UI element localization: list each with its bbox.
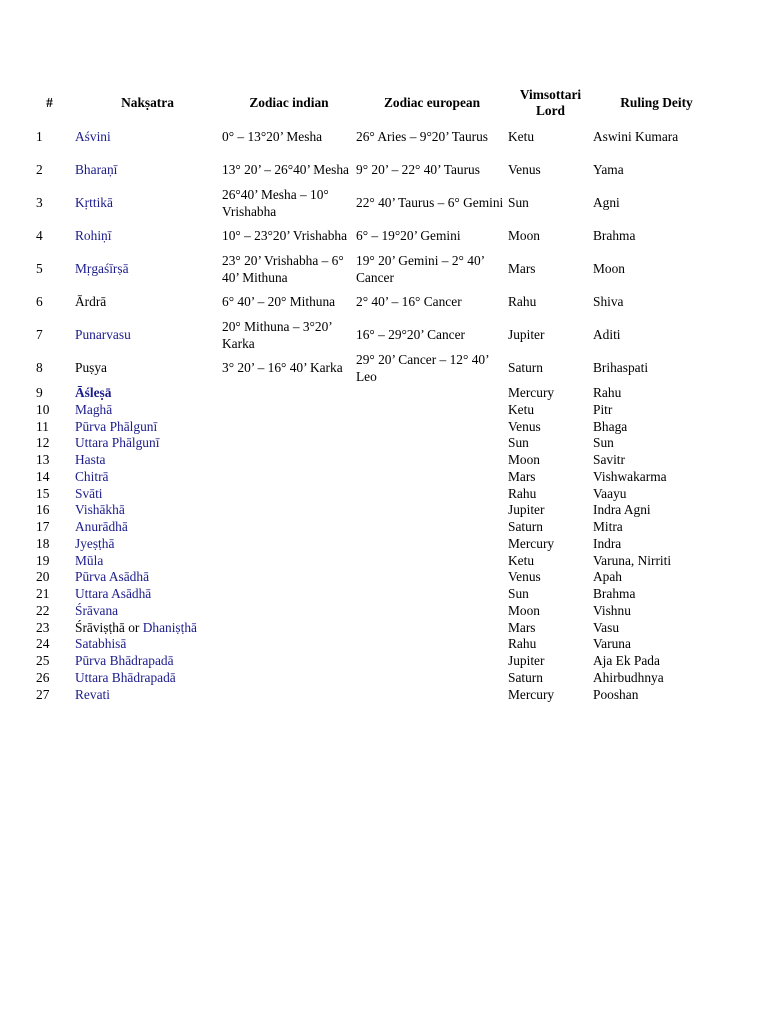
nakshatra-cell	[73, 670, 222, 687]
nakshatra-name: Ārdrā	[75, 294, 107, 310]
zodiac-european-cell	[356, 469, 508, 486]
vimsottari-lord-cell: Mars	[508, 619, 536, 635]
nakshatra-cell	[73, 603, 222, 620]
nakshatra-cell	[73, 154, 222, 187]
nakshatra-link[interactable]: Revati	[75, 686, 110, 702]
row-number: 23	[36, 619, 50, 635]
zodiac-indian-cell	[222, 435, 356, 452]
zodiac-european-cell	[356, 553, 508, 570]
nakshatra-cell	[73, 486, 222, 503]
ruling-deity-cell: Vishnu	[593, 602, 631, 618]
row-number: 13	[36, 452, 50, 468]
vimsottari-lord-cell: Jupiter	[508, 327, 545, 343]
vimsottari-lord-cell: Saturn	[508, 360, 543, 376]
zodiac-european-cell	[356, 653, 508, 670]
zodiac-indian-cell	[222, 502, 356, 519]
vimsottari-lord-cell: Ketu	[508, 401, 535, 417]
ruling-deity-cell: Brahma	[593, 586, 636, 602]
zodiac-indian-cell: 20° Mithuna – 3°20’ Karka	[222, 319, 332, 351]
table-row	[26, 385, 720, 402]
nakshatra-cell	[73, 502, 222, 519]
vimsottari-lord-cell: Sun	[508, 586, 529, 602]
nakshatra-cell	[73, 419, 222, 436]
zodiac-indian-cell: 0° – 13°20’ Mesha	[222, 129, 323, 145]
zodiac-indian-cell: 23° 20’ Vrishabha – 6° 40’ Mithuna	[222, 253, 344, 285]
header-nakshatra: Nakṣatra	[121, 95, 174, 110]
header-vimsottari-lord: Vimsottari Lord	[519, 87, 582, 118]
ruling-deity-cell: Moon	[593, 261, 625, 277]
nakshatra-cell	[73, 253, 222, 286]
nakshatra-link[interactable]: Rohiṇī	[75, 228, 112, 244]
table-row	[26, 536, 720, 553]
zodiac-european-cell	[356, 452, 508, 469]
vimsottari-lord-cell: Saturn	[508, 519, 543, 535]
vimsottari-lord-cell: Moon	[508, 452, 540, 468]
table-row	[26, 419, 720, 436]
table-row	[26, 286, 720, 319]
header-zodiac-indian: Zodiac indian	[249, 95, 329, 110]
zodiac-indian-cell	[222, 536, 356, 553]
row-number: 7	[36, 327, 43, 343]
zodiac-european-cell: 6° – 19°20’ Gemini	[356, 228, 461, 244]
vimsottari-lord-cell: Venus	[508, 569, 541, 585]
table-row	[26, 603, 720, 620]
ruling-deity-cell: Varuna, Nirriti	[593, 552, 672, 568]
nakshatra-link[interactable]: Svāti	[75, 485, 103, 501]
ruling-deity-cell: Brihaspati	[593, 360, 649, 376]
table-row	[26, 187, 720, 220]
ruling-deity-cell: Brahma	[593, 228, 636, 244]
zodiac-european-cell	[356, 419, 508, 436]
row-number: 21	[36, 586, 50, 602]
ruling-deity-cell: Varuna	[593, 636, 631, 652]
row-number: 1	[36, 129, 43, 145]
zodiac-indian-cell: 13° 20’ – 26°40’ Mesha	[222, 162, 349, 178]
zodiac-indian-cell	[222, 385, 356, 402]
nakshatra-cell	[73, 220, 222, 253]
vimsottari-lord-cell: Rahu	[508, 485, 537, 501]
zodiac-european-cell	[356, 620, 508, 637]
nakshatra-link[interactable]: Hasta	[75, 452, 106, 468]
vimsottari-lord-cell: Moon	[508, 602, 540, 618]
table-row	[26, 636, 720, 653]
vimsottari-lord-cell: Rahu	[508, 636, 537, 652]
row-number: 24	[36, 636, 50, 652]
nakshatra-link[interactable]: Uttara Asādhā	[75, 586, 152, 602]
table-row	[26, 519, 720, 536]
nakshatra-link[interactable]: Maghā	[75, 401, 113, 417]
nakshatra-cell	[73, 519, 222, 536]
table-row	[26, 620, 720, 637]
zodiac-indian-cell: 6° 40’ – 20° Mithuna	[222, 294, 336, 310]
table-row	[26, 220, 720, 253]
zodiac-indian-cell	[222, 603, 356, 620]
zodiac-european-cell: 19° 20’ Gemini – 2° 40’ Cancer	[356, 253, 485, 285]
ruling-deity-cell: Mitra	[593, 519, 623, 535]
row-number: 22	[36, 602, 50, 618]
nakshatra-link[interactable]: Anurādhā	[75, 519, 128, 535]
zodiac-european-cell	[356, 636, 508, 653]
table-row	[26, 121, 720, 154]
table-body	[26, 121, 720, 703]
table-row	[26, 586, 720, 603]
vimsottari-lord-cell: Ketu	[508, 552, 535, 568]
vimsottari-lord-cell: Jupiter	[508, 502, 545, 518]
table-row	[26, 319, 720, 352]
ruling-deity-cell: Indra Agni	[593, 502, 651, 518]
table-row	[26, 452, 720, 469]
vimsottari-lord-cell: Venus	[508, 162, 541, 178]
row-number: 5	[36, 261, 43, 277]
nakshatra-link[interactable]: Satabhisā	[75, 636, 127, 652]
vimsottari-lord-cell: Moon	[508, 228, 540, 244]
zodiac-european-cell	[356, 687, 508, 704]
nakshatra-cell	[73, 352, 222, 385]
zodiac-european-cell: 26° Aries – 9°20’ Taurus	[356, 129, 489, 145]
row-number: 12	[36, 435, 50, 451]
nakshatra-cell	[73, 553, 222, 570]
ruling-deity-cell: Aja Ek Pada	[593, 653, 660, 669]
nakshatra-cell	[73, 319, 222, 352]
zodiac-european-cell	[356, 402, 508, 419]
nakshatra-cell	[73, 121, 222, 154]
row-number: 20	[36, 569, 50, 585]
nakshatra-cell	[73, 187, 222, 220]
nakshatra-link[interactable]: Uttara Bhādrapadā	[75, 669, 176, 685]
ruling-deity-cell: Savitr	[593, 452, 625, 468]
zodiac-indian-cell	[222, 469, 356, 486]
zodiac-european-cell	[356, 586, 508, 603]
nakshatra-cell	[73, 569, 222, 586]
row-number: 26	[36, 669, 50, 685]
row-number: 4	[36, 228, 43, 244]
zodiac-european-cell: 2° 40’ – 16° Cancer	[356, 294, 462, 310]
table-row	[26, 154, 720, 187]
zodiac-european-cell	[356, 536, 508, 553]
row-number: 16	[36, 502, 50, 518]
zodiac-european-cell	[356, 519, 508, 536]
row-number: 6	[36, 294, 43, 310]
row-number: 9	[36, 385, 43, 401]
nakshatra-link[interactable]: Āśleṣā	[75, 385, 112, 401]
zodiac-indian-cell	[222, 653, 356, 670]
row-number: 15	[36, 485, 50, 501]
zodiac-indian-cell	[222, 419, 356, 436]
zodiac-indian-cell	[222, 620, 356, 637]
nakshatra-cell	[73, 636, 222, 653]
nakshatra-link[interactable]: Pūrva Bhādrapadā	[75, 653, 174, 669]
ruling-deity-cell: Vaayu	[593, 485, 627, 501]
ruling-deity-cell: Aditi	[593, 327, 621, 343]
vimsottari-lord-cell: Jupiter	[508, 653, 545, 669]
table-row	[26, 687, 720, 704]
vimsottari-lord-cell: Sun	[508, 195, 529, 211]
table-row	[26, 670, 720, 687]
nakshatra-name: Puṣya	[75, 360, 107, 376]
table-row	[26, 253, 720, 286]
zodiac-european-cell: 16° – 29°20’ Cancer	[356, 327, 466, 343]
nakshatra-link[interactable]: Punarvasu	[75, 327, 131, 343]
ruling-deity-cell: Yama	[593, 162, 624, 178]
nakshatra-table	[26, 85, 720, 703]
zodiac-indian-cell	[222, 402, 356, 419]
vimsottari-lord-cell: Venus	[508, 418, 541, 434]
zodiac-european-cell	[356, 603, 508, 620]
zodiac-european-cell: 29° 20’ Cancer – 12° 40’ Leo	[356, 352, 489, 384]
row-number: 14	[36, 468, 50, 484]
name-connector: or	[124, 619, 143, 635]
zodiac-indian-cell	[222, 452, 356, 469]
nakshatra-cell	[73, 586, 222, 603]
vimsottari-lord-cell: Rahu	[508, 294, 537, 310]
nakshatra-link[interactable]: Pūrva Asādhā	[75, 569, 150, 585]
header-zodiac-european: Zodiac european	[383, 95, 481, 110]
vimsottari-lord-cell: Mercury	[508, 686, 555, 702]
nakshatra-cell	[73, 385, 222, 402]
vimsottari-lord-cell: Saturn	[508, 669, 543, 685]
ruling-deity-cell: Bhaga	[593, 418, 628, 434]
row-number: 11	[36, 418, 49, 434]
ruling-deity-cell: Pitr	[593, 401, 613, 417]
nakshatra-cell	[73, 452, 222, 469]
nakshatra-link[interactable]: Mūla	[75, 552, 104, 568]
zodiac-european-cell	[356, 486, 508, 503]
zodiac-european-cell: 9° 20’ – 22° 40’ Taurus	[356, 162, 480, 178]
vimsottari-lord-cell: Mars	[508, 261, 536, 277]
vimsottari-lord-cell: Ketu	[508, 129, 535, 145]
nakshatra-cell	[73, 402, 222, 419]
row-number: 10	[36, 401, 50, 417]
vimsottari-lord-cell: Sun	[508, 435, 529, 451]
nakshatra-link[interactable]: Chitrā	[75, 468, 109, 484]
nakshatra-cell	[73, 687, 222, 704]
nakshatra-link[interactable]: Bharaṇī	[75, 162, 118, 178]
nakshatra-cell	[73, 653, 222, 670]
ruling-deity-cell: Apah	[593, 569, 623, 585]
nakshatra-link[interactable]: Pūrva Phālgunī	[75, 418, 158, 434]
nakshatra-cell	[73, 469, 222, 486]
nakshatra-name: Śrāviṣṭhā	[75, 619, 125, 635]
nakshatra-link[interactable]: Kṛttikā	[75, 195, 113, 211]
zodiac-indian-cell	[222, 670, 356, 687]
row-number: 3	[36, 195, 43, 211]
zodiac-indian-cell	[222, 586, 356, 603]
ruling-deity-cell: Aswini Kumara	[593, 129, 679, 145]
nakshatra-link[interactable]: Mṛgaśīrṣā	[75, 261, 129, 277]
nakshatra-link[interactable]: Śrāvana	[75, 602, 119, 618]
zodiac-european-cell	[356, 670, 508, 687]
zodiac-european-cell	[356, 435, 508, 452]
header-ruling-deity: Ruling Deity	[620, 95, 693, 110]
nakshatra-cell	[73, 286, 222, 319]
ruling-deity-cell: Sun	[593, 435, 614, 451]
table-row	[26, 502, 720, 519]
row-number: 8	[36, 360, 43, 376]
zodiac-indian-cell: 26°40’ Mesha – 10° Vrishabha	[222, 187, 329, 219]
zodiac-indian-cell	[222, 636, 356, 653]
ruling-deity-cell: Ahirbudhnya	[593, 669, 664, 685]
nakshatra-link[interactable]: Uttara Phālgunī	[75, 435, 160, 451]
zodiac-indian-cell: 10° – 23°20’ Vrishabha	[222, 228, 348, 244]
ruling-deity-cell: Vasu	[593, 619, 620, 635]
table-header-row	[26, 85, 720, 121]
nakshatra-alt-link[interactable]: Dhaniṣṭhā	[142, 619, 197, 635]
table-row	[26, 352, 720, 385]
vimsottari-lord-cell: Mars	[508, 468, 536, 484]
nakshatra-link[interactable]: Jyeṣṭhā	[75, 535, 115, 551]
zodiac-indian-cell	[222, 687, 356, 704]
zodiac-indian-cell	[222, 486, 356, 503]
zodiac-indian-cell	[222, 553, 356, 570]
ruling-deity-cell: Shiva	[593, 294, 624, 310]
header-number: #	[46, 95, 53, 110]
table-row	[26, 569, 720, 586]
table-row	[26, 653, 720, 670]
vimsottari-lord-cell: Mercury	[508, 385, 555, 401]
row-number: 2	[36, 162, 43, 178]
nakshatra-link[interactable]: Vishākhā	[75, 502, 125, 518]
ruling-deity-cell: Indra	[593, 535, 622, 551]
zodiac-european-cell	[356, 569, 508, 586]
nakshatra-cell	[73, 536, 222, 553]
zodiac-european-cell: 22° 40’ Taurus – 6° Gemini	[356, 195, 504, 211]
zodiac-european-cell	[356, 385, 508, 402]
ruling-deity-cell: Pooshan	[593, 686, 639, 702]
nakshatra-link[interactable]: Aśvini	[75, 129, 111, 145]
table-row	[26, 435, 720, 452]
ruling-deity-cell: Rahu	[593, 385, 622, 401]
table-row	[26, 469, 720, 486]
ruling-deity-cell: Agni	[593, 195, 620, 211]
row-number: 19	[36, 552, 50, 568]
zodiac-european-cell	[356, 502, 508, 519]
nakshatra-cell	[73, 620, 222, 637]
table-row	[26, 402, 720, 419]
table-row	[26, 486, 720, 503]
nakshatra-cell	[73, 435, 222, 452]
row-number: 27	[36, 686, 50, 702]
ruling-deity-cell: Vishwakarma	[593, 468, 667, 484]
zodiac-indian-cell	[222, 519, 356, 536]
row-number: 25	[36, 653, 50, 669]
vimsottari-lord-cell: Mercury	[508, 535, 555, 551]
row-number: 18	[36, 535, 50, 551]
table-row	[26, 553, 720, 570]
zodiac-indian-cell	[222, 569, 356, 586]
row-number: 17	[36, 519, 50, 535]
zodiac-indian-cell: 3° 20’ – 16° 40’ Karka	[222, 360, 343, 376]
